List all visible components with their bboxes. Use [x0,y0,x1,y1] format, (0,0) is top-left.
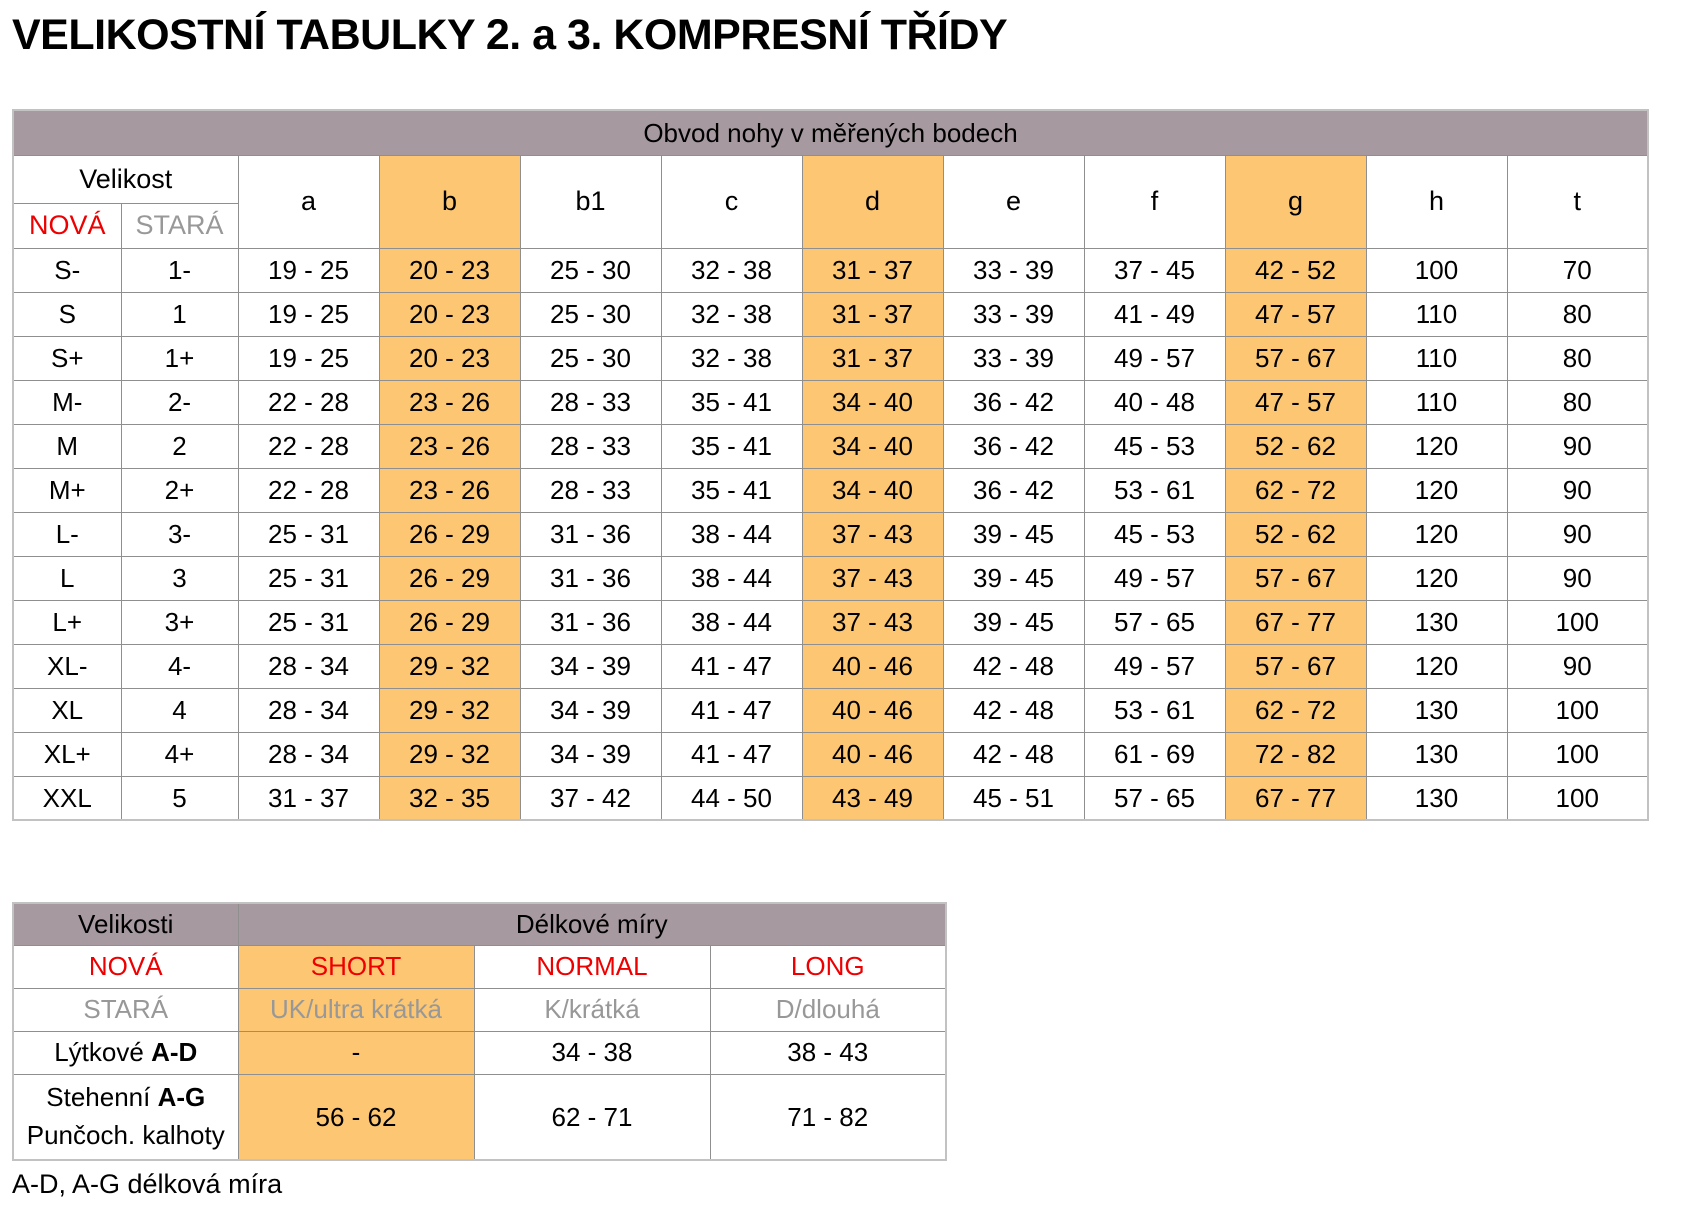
cell-b: 20 - 23 [379,292,520,336]
size-table [12,109,1649,821]
cell-f: 49 - 57 [1084,644,1225,688]
cell-e: 33 - 39 [943,248,1084,292]
cell-g: 62 - 72 [1225,468,1366,512]
size-row-L [13,556,1648,600]
column-header-e: e [943,155,1084,248]
cell-g: 67 - 77 [1225,776,1366,820]
column-header-d: d [802,155,943,248]
cell-h: 130 [1366,732,1507,776]
cell-g: 72 - 82 [1225,732,1366,776]
length-size-header: Velikosti [13,903,238,945]
cell-t: 90 [1507,512,1648,556]
cell-c: 35 - 41 [661,424,802,468]
cell-d: 34 - 40 [802,380,943,424]
cell-d: 34 - 40 [802,468,943,512]
new-size-cell: L- [13,512,121,556]
length-new-label: NOVÁ [13,945,238,988]
old-size-cell: 3 [121,556,238,600]
cell-g: 52 - 62 [1225,512,1366,556]
cell-e: 39 - 45 [943,600,1084,644]
cell-h: 130 [1366,776,1507,820]
cell-g: 42 - 52 [1225,248,1366,292]
cell-f: 45 - 53 [1084,512,1225,556]
cell-e: 39 - 45 [943,556,1084,600]
old-size-cell: 3- [121,512,238,556]
cell-c: 35 - 41 [661,468,802,512]
cell-a: 22 - 28 [238,424,379,468]
length-long-cell: LONG [710,945,946,988]
cell-h: 110 [1366,292,1507,336]
old-size-cell: 2- [121,380,238,424]
cell-e: 36 - 42 [943,424,1084,468]
cell-b1: 28 - 33 [520,424,661,468]
cell-a: 25 - 31 [238,600,379,644]
size-row-XL- [13,644,1648,688]
cell-c: 38 - 44 [661,512,802,556]
cell-g: 62 - 72 [1225,688,1366,732]
cell-f: 49 - 57 [1084,336,1225,380]
cell-t: 70 [1507,248,1648,292]
cell-a: 19 - 25 [238,248,379,292]
cell-c: 38 - 44 [661,600,802,644]
length-old-long-cell: D/dlouhá [710,988,946,1031]
length-old-label: STARÁ [13,988,238,1031]
cell-a: 22 - 28 [238,468,379,512]
cell-d: 37 - 43 [802,600,943,644]
column-header-t: t [1507,155,1648,248]
cell-a: 19 - 25 [238,292,379,336]
cell-f: 53 - 61 [1084,468,1225,512]
length-band-row [13,903,946,945]
calf-label [13,1031,238,1074]
column-header-a: a [238,155,379,248]
calf-normal-cell: 34 - 38 [474,1031,710,1074]
cell-c: 44 - 50 [661,776,802,820]
length-short-cell: SHORT [238,945,474,988]
cell-c: 32 - 38 [661,336,802,380]
cell-b1: 28 - 33 [520,380,661,424]
cell-b: 26 - 29 [379,512,520,556]
size-row-M [13,424,1648,468]
cell-t: 100 [1507,732,1648,776]
old-size-cell: 1+ [121,336,238,380]
cell-a: 31 - 37 [238,776,379,820]
cell-f: 41 - 49 [1084,292,1225,336]
new-size-cell: XL [13,688,121,732]
cell-c: 35 - 41 [661,380,802,424]
old-size-cell: 2 [121,424,238,468]
cell-g: 57 - 67 [1225,644,1366,688]
cell-c: 32 - 38 [661,292,802,336]
cell-b: 26 - 29 [379,600,520,644]
size-row-XXL [13,776,1648,820]
size-header: Velikost [13,155,238,203]
calf-short-cell: - [238,1031,474,1074]
new-size-cell: S- [13,248,121,292]
cell-b1: 34 - 39 [520,644,661,688]
cell-h: 120 [1366,424,1507,468]
size-row-S+ [13,336,1648,380]
cell-c: 38 - 44 [661,556,802,600]
main-table-band-title: Obvod nohy v měřených bodech [13,110,1648,155]
size-row-XL+ [13,732,1648,776]
new-size-cell: L+ [13,600,121,644]
cell-t: 90 [1507,424,1648,468]
old-size-cell: 4+ [121,732,238,776]
cell-a: 22 - 28 [238,380,379,424]
column-header-f: f [1084,155,1225,248]
length-table [12,902,947,1161]
size-row-XL [13,688,1648,732]
column-header-b1: b1 [520,155,661,248]
cell-b1: 37 - 42 [520,776,661,820]
thigh-label-text: Stehenní [46,1082,151,1113]
cell-d: 31 - 37 [802,292,943,336]
cell-g: 57 - 67 [1225,556,1366,600]
footnote: A-D, A-G délková míra [12,1169,283,1200]
cell-b: 26 - 29 [379,556,520,600]
calf-label-range: A-D [151,1037,198,1068]
length-old-short-cell: UK/ultra krátká [238,988,474,1031]
main-table-columns-row [13,155,1648,203]
cell-d: 31 - 37 [802,248,943,292]
thigh-long-cell: 71 - 82 [710,1074,946,1160]
cell-a: 28 - 34 [238,644,379,688]
cell-g: 57 - 67 [1225,336,1366,380]
new-size-cell: M+ [13,468,121,512]
thigh-normal-cell: 62 - 71 [474,1074,710,1160]
main-table-body [13,248,1648,820]
cell-c: 32 - 38 [661,248,802,292]
cell-d: 37 - 43 [802,556,943,600]
cell-e: 33 - 39 [943,336,1084,380]
cell-e: 36 - 42 [943,380,1084,424]
cell-b1: 31 - 36 [520,512,661,556]
cell-e: 39 - 45 [943,512,1084,556]
thigh-label-range: A-G [157,1082,206,1113]
old-size-cell: 4 [121,688,238,732]
length-old-row [13,988,946,1031]
new-size-cell: XL+ [13,732,121,776]
cell-a: 25 - 31 [238,556,379,600]
cell-t: 80 [1507,336,1648,380]
cell-b: 32 - 35 [379,776,520,820]
cell-h: 120 [1366,512,1507,556]
cell-b: 20 - 23 [379,248,520,292]
cell-f: 53 - 61 [1084,688,1225,732]
thigh-label-line1 [14,1079,238,1117]
cell-g: 52 - 62 [1225,424,1366,468]
cell-h: 110 [1366,336,1507,380]
old-size-header: STARÁ [121,203,238,248]
cell-d: 31 - 37 [802,336,943,380]
cell-h: 130 [1366,688,1507,732]
cell-b: 23 - 26 [379,468,520,512]
old-size-cell: 1 [121,292,238,336]
cell-e: 42 - 48 [943,688,1084,732]
length-table-band-title: Délkové míry [238,903,946,945]
cell-d: 40 - 46 [802,688,943,732]
cell-h: 120 [1366,644,1507,688]
length-old-normal-cell: K/krátká [474,988,710,1031]
cell-b: 29 - 32 [379,688,520,732]
size-row-S [13,292,1648,336]
cell-b1: 25 - 30 [520,336,661,380]
cell-d: 40 - 46 [802,644,943,688]
cell-f: 37 - 45 [1084,248,1225,292]
cell-b: 29 - 32 [379,732,520,776]
cell-t: 80 [1507,380,1648,424]
cell-b1: 28 - 33 [520,468,661,512]
cell-g: 67 - 77 [1225,600,1366,644]
calf-row [13,1031,946,1074]
column-header-g: g [1225,155,1366,248]
size-row-L+ [13,600,1648,644]
cell-t: 90 [1507,468,1648,512]
cell-f: 40 - 48 [1084,380,1225,424]
cell-d: 40 - 46 [802,732,943,776]
cell-a: 28 - 34 [238,688,379,732]
cell-t: 90 [1507,644,1648,688]
cell-f: 49 - 57 [1084,556,1225,600]
thigh-label [13,1074,238,1160]
cell-e: 33 - 39 [943,292,1084,336]
old-size-cell: 1- [121,248,238,292]
cell-d: 37 - 43 [802,512,943,556]
cell-t: 100 [1507,600,1648,644]
cell-f: 57 - 65 [1084,776,1225,820]
new-size-cell: M [13,424,121,468]
new-size-cell: S [13,292,121,336]
cell-b1: 34 - 39 [520,732,661,776]
new-size-header: NOVÁ [13,203,121,248]
cell-e: 42 - 48 [943,644,1084,688]
cell-t: 90 [1507,556,1648,600]
cell-c: 41 - 47 [661,688,802,732]
cell-t: 100 [1507,776,1648,820]
old-size-cell: 5 [121,776,238,820]
old-size-cell: 2+ [121,468,238,512]
length-new-row [13,945,946,988]
size-row-L- [13,512,1648,556]
cell-b1: 31 - 36 [520,600,661,644]
main-band-row [13,110,1648,155]
cell-e: 36 - 42 [943,468,1084,512]
cell-b: 20 - 23 [379,336,520,380]
new-size-cell: XXL [13,776,121,820]
cell-d: 34 - 40 [802,424,943,468]
column-header-c: c [661,155,802,248]
page-title: VELIKOSTNÍ TABULKY 2. a 3. KOMPRESNÍ TŘÍDY [12,11,1008,59]
cell-b: 23 - 26 [379,424,520,468]
length-normal-cell: NORMAL [474,945,710,988]
size-row-M+ [13,468,1648,512]
thigh-label-line2: Punčoch. kalhoty [26,1120,225,1151]
cell-a: 28 - 34 [238,732,379,776]
cell-h: 130 [1366,600,1507,644]
cell-e: 42 - 48 [943,732,1084,776]
size-row-S- [13,248,1648,292]
cell-g: 47 - 57 [1225,292,1366,336]
new-size-cell: M- [13,380,121,424]
cell-t: 100 [1507,688,1648,732]
cell-h: 100 [1366,248,1507,292]
cell-b1: 31 - 36 [520,556,661,600]
thigh-row [13,1074,946,1160]
cell-b1: 25 - 30 [520,292,661,336]
cell-b1: 25 - 30 [520,248,661,292]
cell-b1: 34 - 39 [520,688,661,732]
thigh-short-cell: 56 - 62 [238,1074,474,1160]
old-size-cell: 4- [121,644,238,688]
cell-b: 23 - 26 [379,380,520,424]
cell-g: 47 - 57 [1225,380,1366,424]
cell-a: 19 - 25 [238,336,379,380]
cell-f: 57 - 65 [1084,600,1225,644]
cell-c: 41 - 47 [661,644,802,688]
cell-d: 43 - 49 [802,776,943,820]
size-row-M- [13,380,1648,424]
cell-f: 61 - 69 [1084,732,1225,776]
calf-label-text: Lýtkové [54,1037,144,1068]
cell-h: 110 [1366,380,1507,424]
new-size-cell: L [13,556,121,600]
cell-h: 120 [1366,556,1507,600]
cell-f: 45 - 53 [1084,424,1225,468]
new-size-cell: S+ [13,336,121,380]
cell-b: 29 - 32 [379,644,520,688]
cell-e: 45 - 51 [943,776,1084,820]
cell-h: 120 [1366,468,1507,512]
new-size-cell: XL- [13,644,121,688]
old-size-cell: 3+ [121,600,238,644]
cell-a: 25 - 31 [238,512,379,556]
calf-long-cell: 38 - 43 [710,1031,946,1074]
column-header-b: b [379,155,520,248]
cell-t: 80 [1507,292,1648,336]
column-header-h: h [1366,155,1507,248]
cell-c: 41 - 47 [661,732,802,776]
